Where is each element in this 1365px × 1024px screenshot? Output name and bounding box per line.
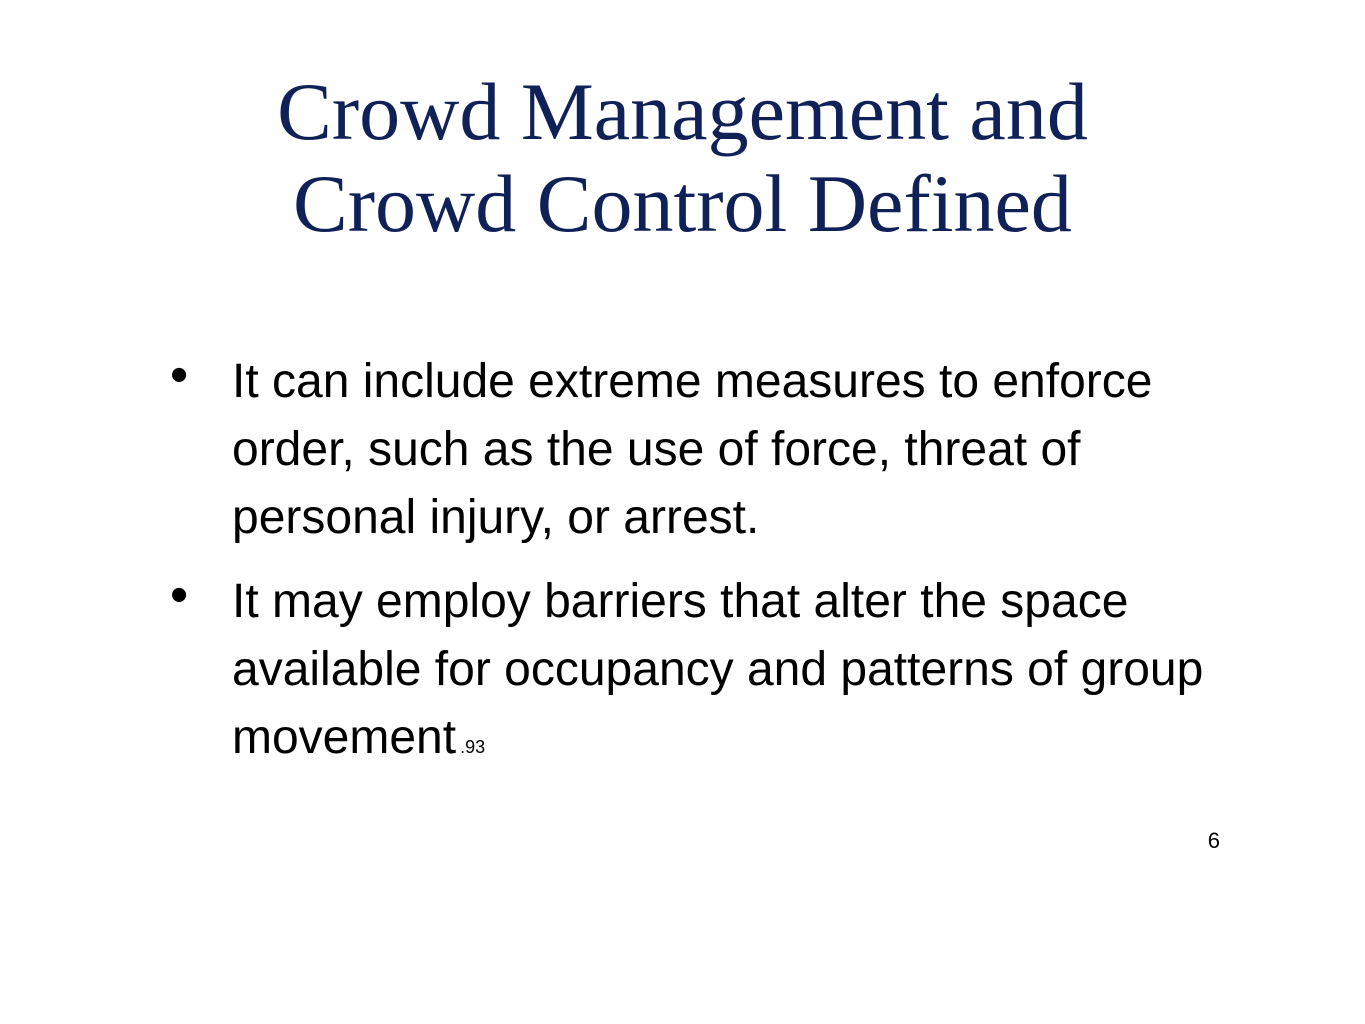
slide-title-line-1: Crowd Management and	[277, 66, 1088, 157]
bullet-text: It can include extreme measures to enforce order, such as the use of force, threat of personal injury, or arrest.	[232, 355, 1153, 544]
slide-title	[0, 66, 1365, 250]
bullet-icon: •	[170, 346, 189, 404]
bullet-icon: •	[170, 566, 189, 624]
bullet-text: It may employ barriers that alter the space available for occupancy and patterns of group movement	[232, 575, 1204, 764]
page-number: 6	[1207, 828, 1220, 853]
bullet-item	[170, 348, 1230, 552]
bullet-list	[170, 348, 1230, 781]
bullet-item	[170, 568, 1230, 781]
slide-title-line-2: Crowd Control Defined	[293, 158, 1072, 249]
reference-mark: .93	[460, 737, 486, 757]
